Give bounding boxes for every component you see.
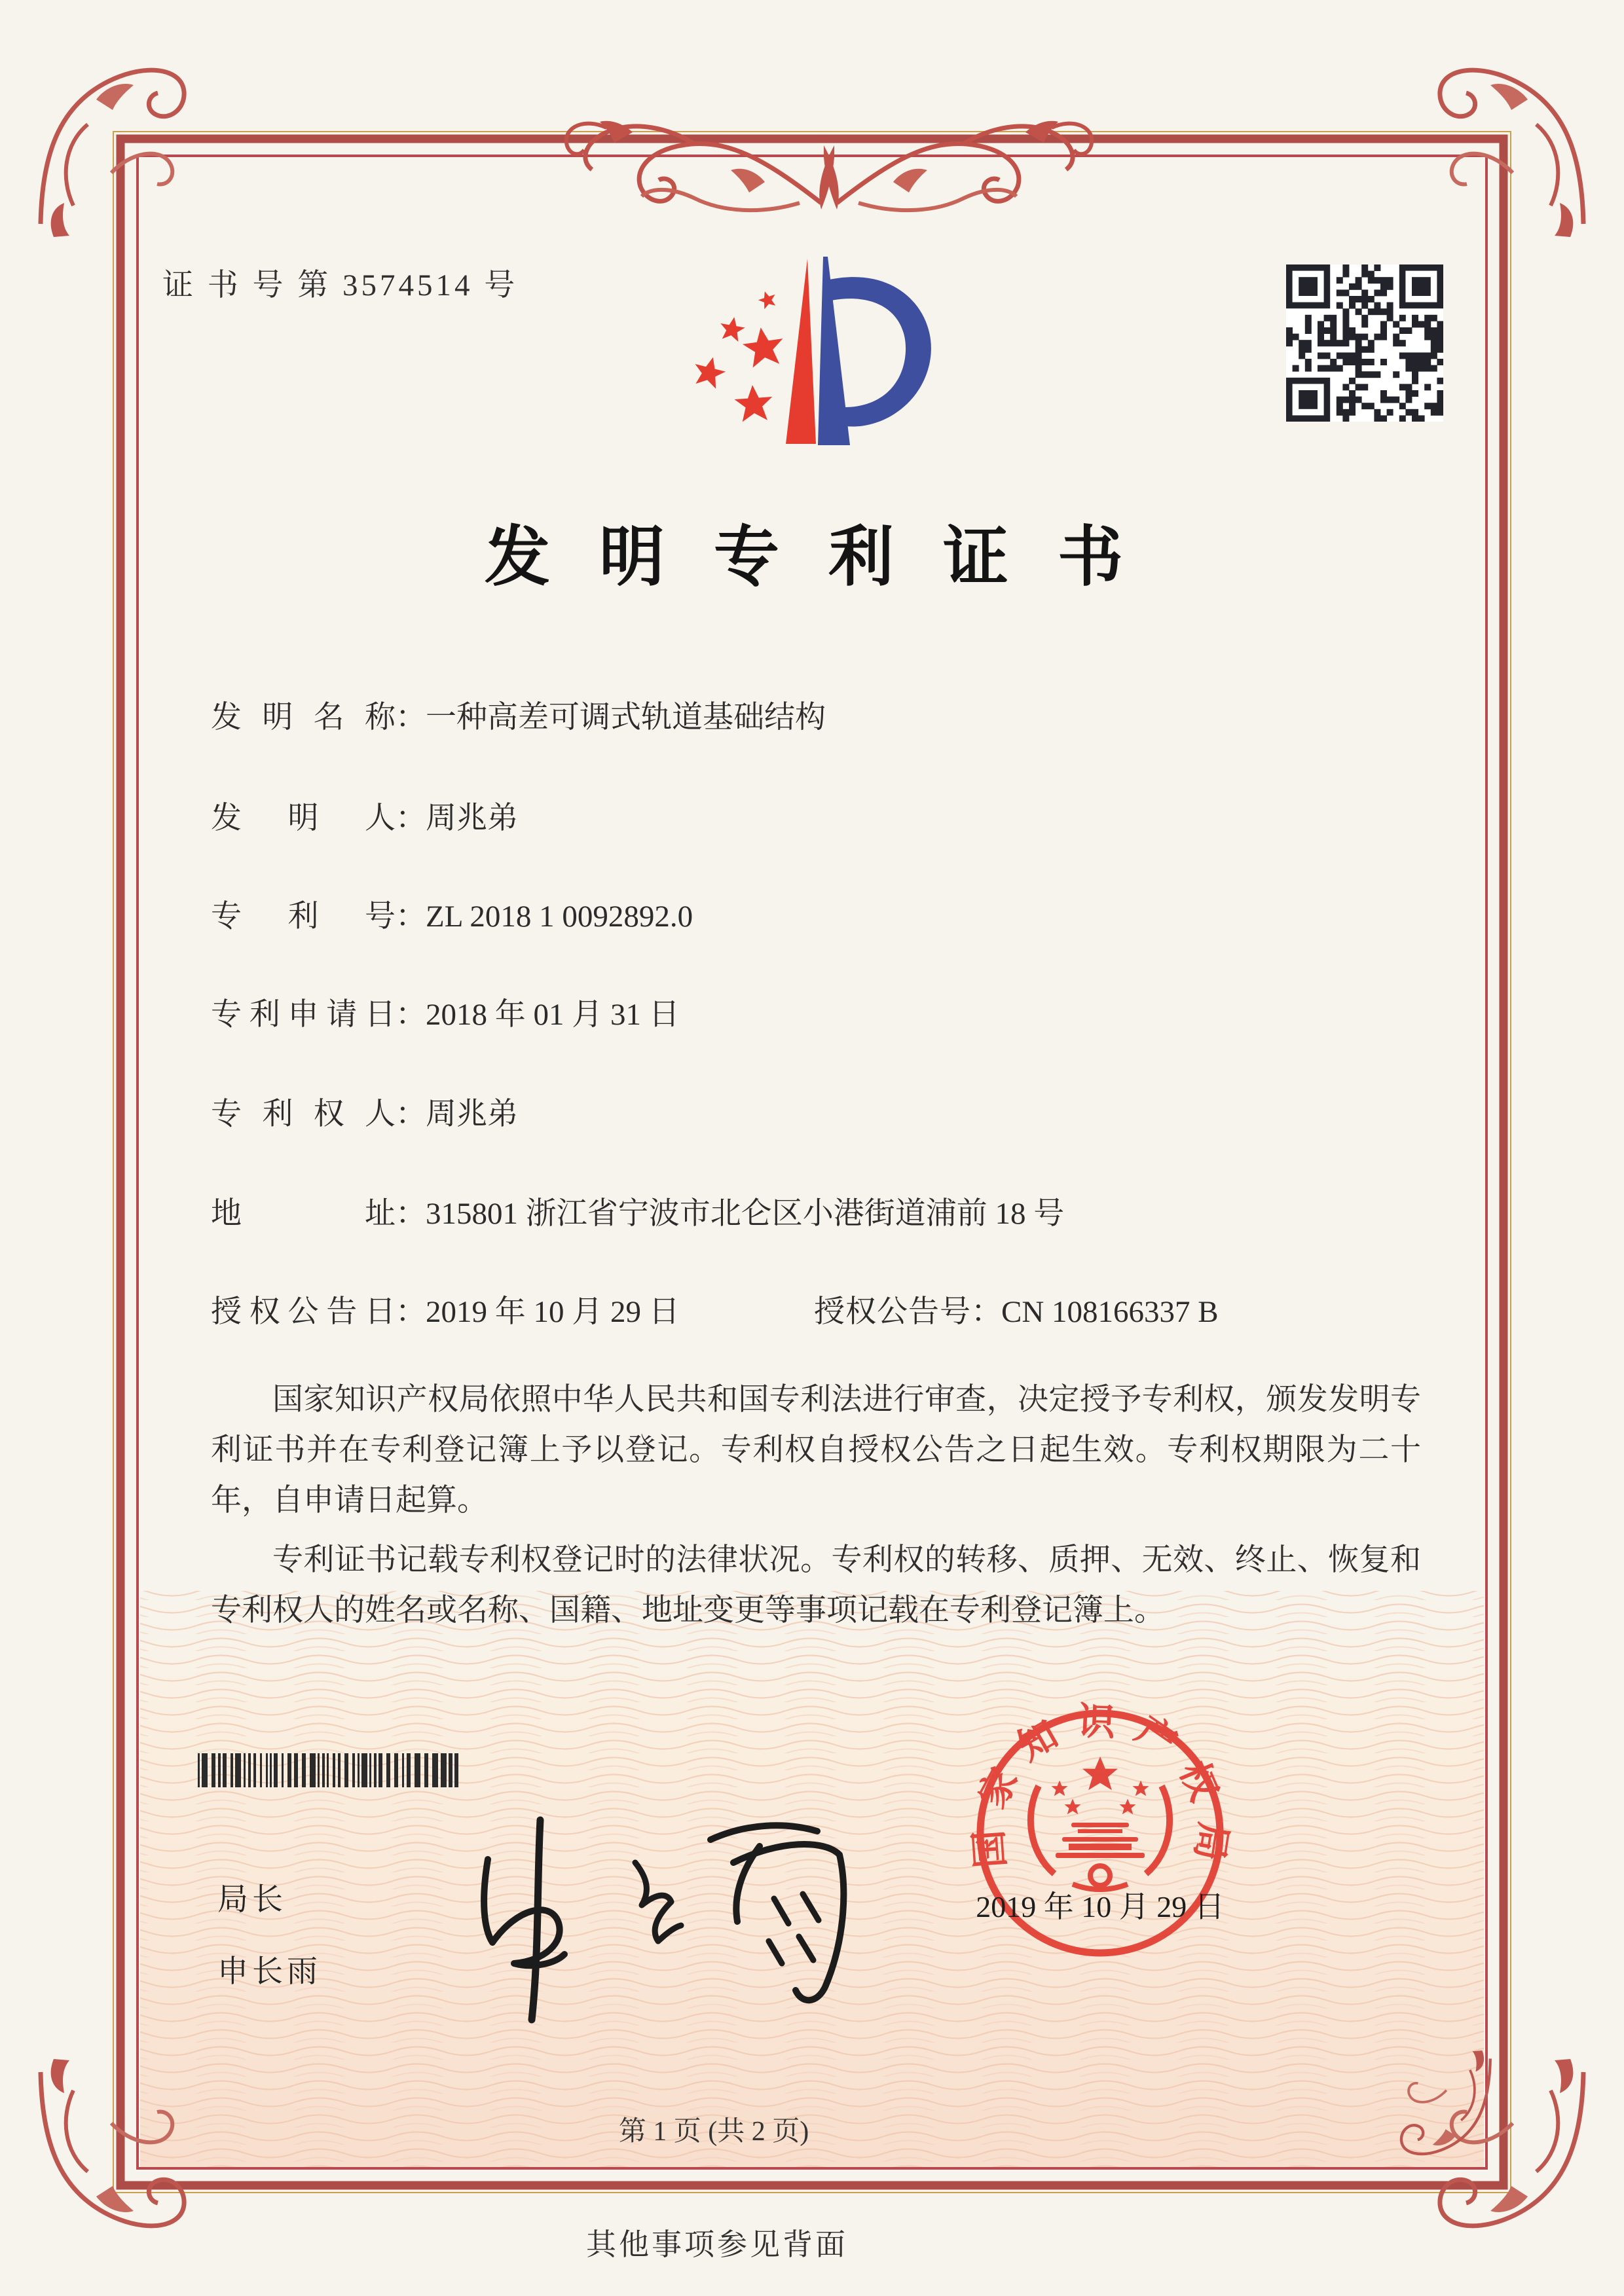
field-label: 发 明 名 称 [211,701,396,735]
legal-text [211,1375,1421,1645]
field-row-invention-name [211,693,826,738]
field-colon: ： [396,998,426,1032]
field-value: CN 108166337 B [1001,1295,1219,1329]
corner-flourish-top-right [1440,70,1583,237]
field-label: 发 明 人 [211,801,396,835]
paragraph-2: 专利证书记载专利权登记时的法律状况。专利权的转移、质押、无效、终止、恢复和专利权人的姓名或名称、国籍、地址变更等事项记载在专利登记簿上。 [211,1543,1421,1628]
field-row-patent-number [211,892,693,938]
field-colon: ： [396,1097,426,1131]
official-seal [956,1689,1244,1977]
field-value: 2019 年 10 月 29 日 [426,1295,680,1329]
back-note: 其他事项参见背面 [586,2228,848,2261]
field-colon: ： [396,1295,426,1329]
qr-code [1286,264,1443,422]
logo-p-mark [786,257,931,445]
field-label: 地 址 [211,1197,396,1231]
paragraph-1: 国家知识产权局依照中华人民共和国专利法进行审查，决定授予专利权，颁发发明专利证书并在专利登记簿上予以登记。专利权自授权公告之日起生效。专利权期限为二十年，自申请日起算。 [211,1383,1421,1518]
field-colon: ： [971,1295,1002,1329]
director-name: 申长雨 [217,1955,322,1989]
grant-number-group [814,1287,1219,1331]
corner-flourish-top-left [41,70,184,237]
field-value: ZL 2018 1 0092892.0 [426,900,693,934]
field-label: 授 权 公 告 日 [211,1295,396,1329]
field-label: 专 利 权 人 [211,1097,396,1131]
field-colon: ： [396,1197,426,1231]
director-signature [452,1804,871,2033]
cnipa-logo [688,229,950,445]
page-indicator: 第 1 页 (共 2 页) [618,2117,809,2147]
barcode [196,1752,461,1790]
seal-ring-text: 国家知识产权局 [966,1700,1236,1881]
logo-stars [690,289,786,422]
field-colon: ： [396,801,426,835]
field-value: 周兆弟 [426,1097,518,1131]
field-colon: ： [396,701,426,735]
certificate-title: 发明专利证书 [485,521,1172,594]
field-value: 315801 浙江省宁波市北仑区小港街道浦前 18 号 [426,1197,1065,1231]
seal-date: 2019 年 10 月 29 日 [976,1890,1225,1923]
field-value: 周兆弟 [426,801,518,835]
dragon-ornament [566,121,1092,210]
field-row-filing-date [211,990,680,1036]
seal-emblem [1031,1757,1170,1889]
field-label: 专 利 申 请 日 [211,998,396,1032]
field-value: 2018 年 01 月 31 日 [426,998,680,1032]
field-value: 一种高差可调式轨道基础结构 [426,701,826,735]
director-title: 局长 [217,1883,287,1917]
field-colon: ： [396,900,426,934]
field-label: 授权公告号 [814,1295,971,1329]
field-label: 专 利 号 [211,900,396,934]
field-row-inventor [211,793,518,839]
certificate-number: 证 书 号 第 3574514 号 [162,268,519,302]
field-row-grant-date [211,1287,1219,1333]
field-row-patentee [211,1089,518,1135]
field-row-address [211,1189,1064,1235]
